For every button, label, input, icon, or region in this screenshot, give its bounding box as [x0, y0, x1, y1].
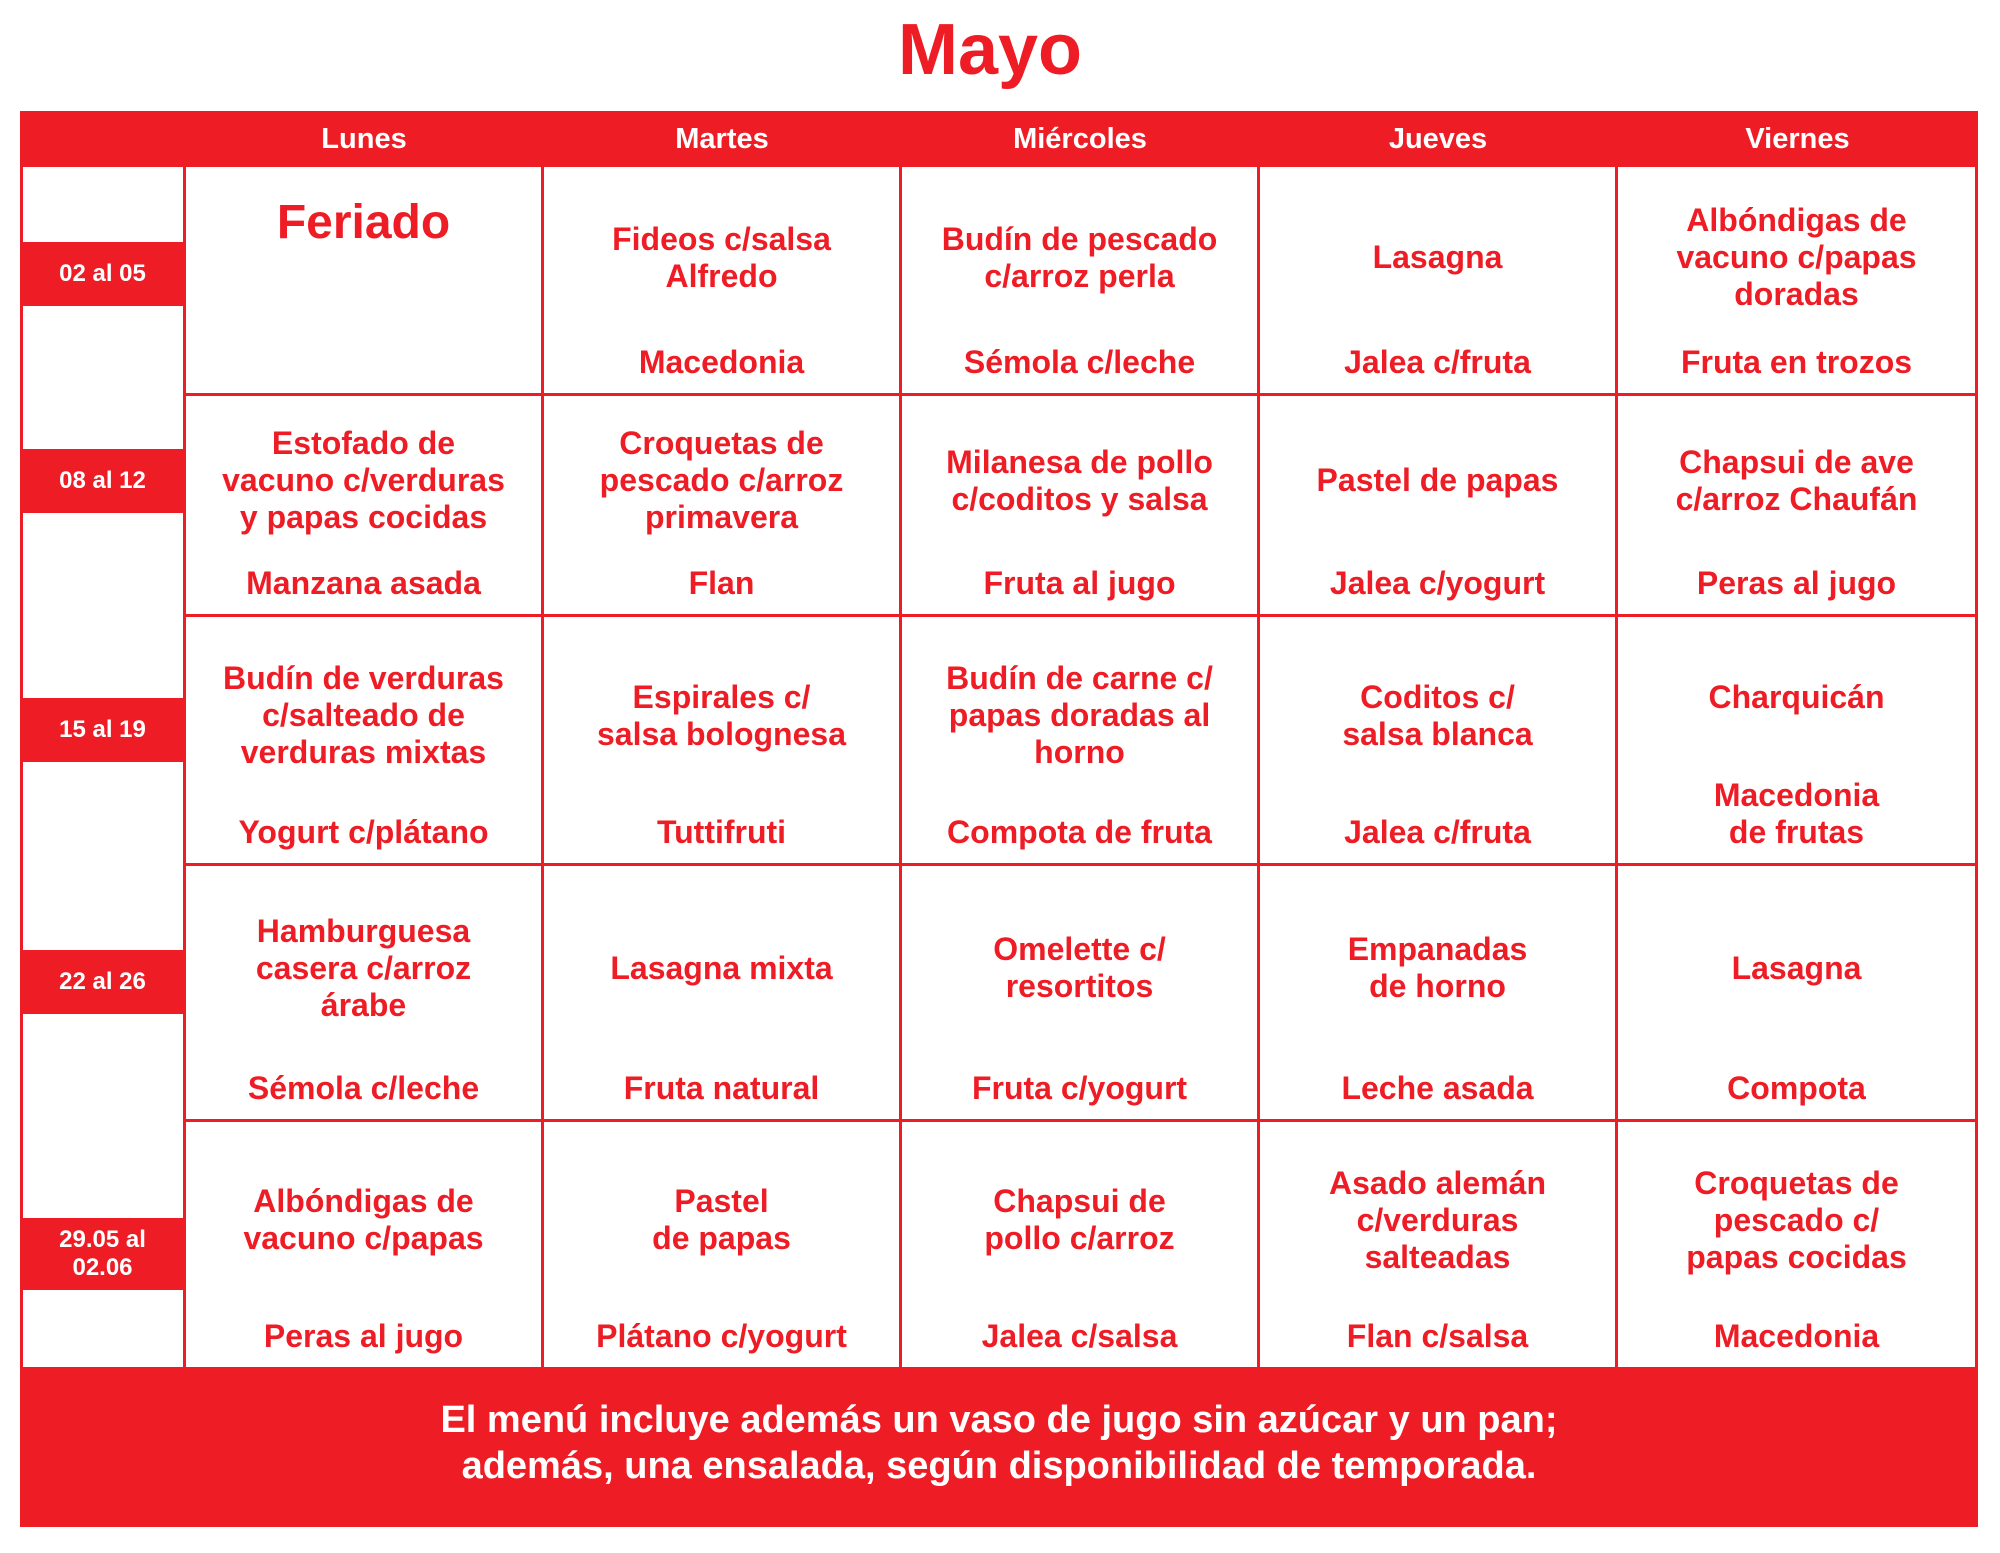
- main-dish: Empanadas de horno: [1347, 931, 1528, 1004]
- dessert: Sémola c/leche: [247, 1070, 480, 1106]
- menu-cell: [544, 866, 899, 1119]
- dessert: Peras al jugo: [263, 1318, 464, 1354]
- main-dish: Croquetas de pescado c/arroz primavera: [599, 425, 844, 535]
- main-dish: Estofado de vacuno c/verduras y papas cocidas: [222, 425, 505, 535]
- week-label: 22 al 26: [20, 950, 185, 1014]
- main-dish: Fideos c/salsa Alfredo: [612, 220, 831, 294]
- main-dish: Asado alemán c/verduras salteadas: [1329, 1164, 1546, 1275]
- menu-cell: [1618, 396, 1975, 614]
- menu-cell: [186, 171, 541, 393]
- dessert: Compota: [1727, 1070, 1866, 1106]
- dessert: Macedonia: [638, 344, 805, 380]
- footer-line: además, una ensalada, según disponibilidad de temporada.: [461, 1445, 1537, 1487]
- menu-cell: [1260, 171, 1615, 393]
- dessert: Compota de fruta: [947, 814, 1212, 850]
- grid-line: [1975, 167, 1978, 1367]
- main-dish: Budín de carne c/ papas doradas al horno: [946, 660, 1213, 770]
- day-header-miercoles: Miércoles: [1013, 123, 1147, 155]
- main-dish: Lasagna: [1731, 949, 1862, 986]
- menu-cell: [544, 171, 899, 393]
- main-dish: Coditos c/ salsa blanca: [1342, 678, 1533, 752]
- main-dish: Pastel de papas: [1316, 462, 1559, 498]
- footer-line: El menú incluye además un vaso de jugo sin azúcar y un pan;: [440, 1399, 1558, 1441]
- week-label: 15 al 19: [20, 698, 185, 762]
- menu-cell: [544, 1122, 899, 1367]
- main-dish: Albóndigas de vacuno c/papas: [243, 1183, 484, 1256]
- main-dish: Milanesa de pollo c/coditos y salsa: [946, 443, 1213, 517]
- dessert: Leche asada: [1341, 1070, 1534, 1106]
- dessert: Fruta c/yogurt: [971, 1070, 1188, 1106]
- dessert: Jalea c/salsa: [981, 1318, 1178, 1354]
- main-dish: Budín de verduras c/salteado de verduras mixtas: [223, 660, 504, 770]
- menu-cell: [544, 617, 899, 863]
- dessert: Fruta al jugo: [983, 565, 1176, 601]
- menu-cell: [902, 866, 1257, 1119]
- main-dish: Albóndigas de vacuno c/papas doradas: [1676, 202, 1917, 312]
- dessert: Fruta en trozos: [1680, 344, 1913, 380]
- menu-cell: [186, 866, 541, 1119]
- week-label: 29.05 al 02.06: [20, 1218, 185, 1290]
- main-dish: Omelette c/ resortitos: [993, 931, 1166, 1004]
- main-dish: Chapsui de ave c/arroz Chaufán: [1675, 443, 1918, 517]
- dessert: Jalea c/fruta: [1344, 814, 1531, 850]
- days-header: [20, 111, 1978, 167]
- main-dish: Chapsui de pollo c/arroz: [984, 1183, 1175, 1256]
- main-dish: Hamburguesa casera c/arroz árabe: [255, 912, 472, 1023]
- menu-cell: [1618, 866, 1975, 1119]
- dessert: Sémola c/leche: [963, 344, 1196, 380]
- menu-cell: [186, 617, 541, 863]
- main-dish: Budín de pescado c/arroz perla: [941, 220, 1218, 294]
- day-header-martes: Martes: [675, 123, 769, 155]
- dessert: Yogurt c/plátano: [238, 814, 489, 850]
- menu-cell: [902, 617, 1257, 863]
- main-dish: Espirales c/ salsa bolognesa: [597, 678, 846, 752]
- week-label: 02 al 05: [20, 242, 185, 306]
- dessert: Tuttifruti: [656, 814, 787, 850]
- menu-cell: [902, 396, 1257, 614]
- dessert: Manzana asada: [246, 565, 481, 601]
- main-dish: Lasagna: [1372, 239, 1503, 275]
- menu-cell: [1618, 1122, 1975, 1367]
- day-header-jueves: Jueves: [1388, 123, 1488, 155]
- menu-cell: [1260, 866, 1615, 1119]
- dessert: Plátano c/yogurt: [596, 1318, 847, 1354]
- footer-note: [20, 1367, 1978, 1527]
- dessert: Macedonia de frutas: [1713, 777, 1880, 850]
- menu-cell: [1260, 617, 1615, 863]
- main-dish: Pastel de papas: [652, 1183, 791, 1256]
- week-label: 08 al 12: [20, 449, 185, 513]
- dessert: Peras al jugo: [1696, 565, 1897, 601]
- menu-cell: [902, 171, 1257, 393]
- day-header-viernes: Viernes: [1745, 123, 1850, 155]
- main-dish: Charquicán: [1708, 678, 1885, 715]
- menu-cell: [1618, 171, 1975, 393]
- menu-cell: [186, 1122, 541, 1367]
- dessert: Jalea c/yogurt: [1329, 565, 1546, 601]
- menu-cell: [902, 1122, 1257, 1367]
- menu-cell: [1618, 617, 1975, 863]
- dessert: Flan c/salsa: [1346, 1318, 1529, 1354]
- main-dish: Croquetas de pescado c/ papas cocidas: [1686, 1164, 1907, 1275]
- main-dish: Lasagna mixta: [610, 949, 833, 986]
- menu-cell: [186, 396, 541, 614]
- menu-cell: [1260, 1122, 1615, 1367]
- page-title: Mayo: [897, 10, 1083, 90]
- dessert: Jalea c/fruta: [1344, 344, 1531, 380]
- main-dish: Feriado: [276, 196, 451, 249]
- dessert: Macedonia: [1713, 1318, 1880, 1354]
- day-header-lunes: Lunes: [321, 123, 407, 155]
- dessert: Flan: [688, 565, 755, 601]
- dessert: Fruta natural: [623, 1070, 820, 1106]
- menu-table: [20, 111, 1978, 1527]
- menu-cell: [544, 396, 899, 614]
- menu-cell: [1260, 396, 1615, 614]
